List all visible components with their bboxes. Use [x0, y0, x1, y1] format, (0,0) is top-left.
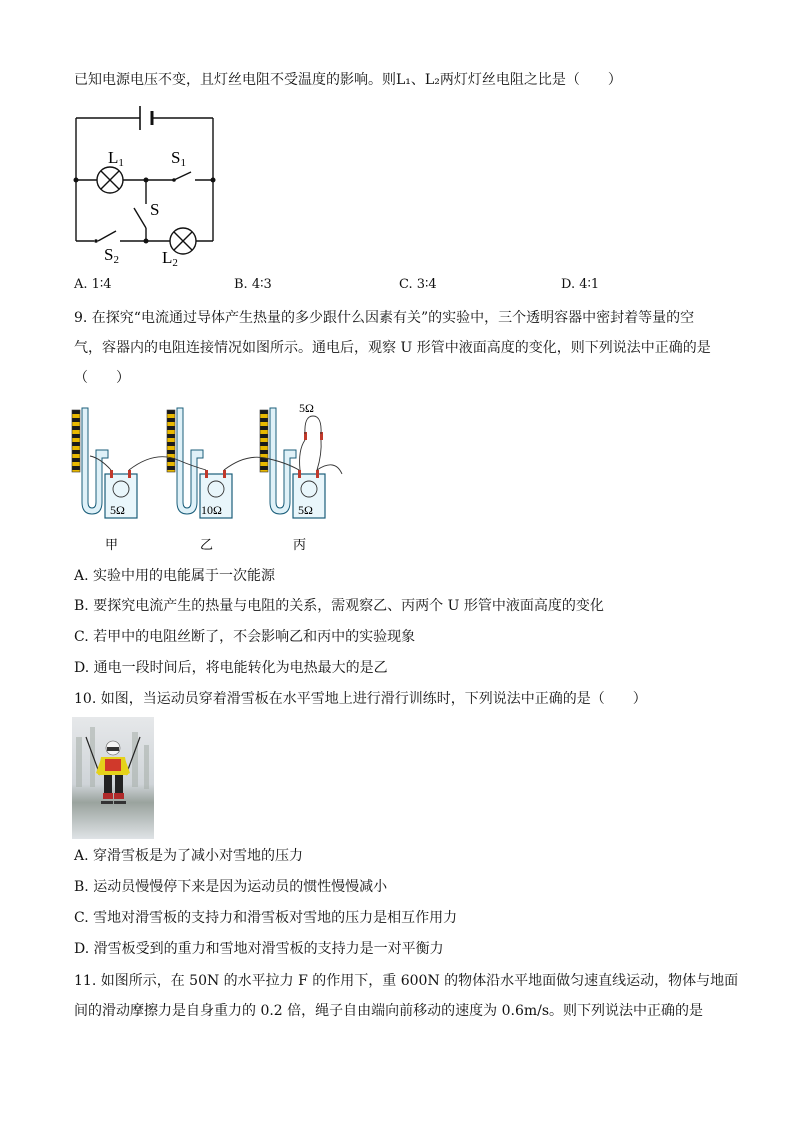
resistor-yi-label: 10Ω: [201, 503, 222, 517]
q9-stem-line3: （ ）: [74, 370, 130, 386]
scale-jia: [72, 410, 80, 472]
skier-photo: [72, 717, 154, 839]
q8-stem: 已知电源电压不变，且灯丝电阻不受温度的影响。则L₁、L₂两灯灯丝电阻之比是（ ）: [74, 72, 622, 88]
label-s1: S1: [171, 148, 186, 169]
q8-option-c[interactable]: C. 3∶4: [399, 277, 437, 292]
q9-option-a[interactable]: A. 实验中用的电能属于一次能源: [74, 568, 276, 584]
label-yi: 乙: [200, 537, 214, 552]
label-s: S: [150, 200, 160, 219]
u-tube-bing: [270, 408, 296, 514]
q8-option-b[interactable]: B. 4∶3: [234, 277, 272, 292]
q10-option-b[interactable]: B. 运动员慢慢停下来是因为运动员的惯性慢慢减小: [74, 879, 388, 895]
q9-option-b[interactable]: B. 要探究电流产生的热量与电阻的关系，需观察乙、丙两个 U 形管中液面高度的变化: [74, 598, 604, 614]
q9-option-d[interactable]: D. 通电一段时间后，将电能转化为电热最大的是乙: [74, 660, 388, 676]
label-l1: L1: [108, 148, 124, 169]
label-bing: 丙: [293, 537, 307, 552]
q8-options: [74, 277, 674, 295]
q10-option-d[interactable]: D. 滑雪板受到的重力和雪地对滑雪板的支持力是一对平衡力: [74, 941, 444, 957]
resistor-jia-label: 5Ω: [110, 503, 125, 517]
u-tube-jia: [82, 408, 108, 514]
q11-stem-line1: 11. 如图所示，在 50N 的水平拉力 F 的作用下，重 600N 的物体沿水平地面做匀速直线运动，物体与地面: [74, 973, 739, 989]
resistor-parallel-label: 5Ω: [299, 401, 314, 415]
q9-stem-line1: 9. 在探究“电流通过导体产生热量的多少跟什么因素有关”的实验中，三个透明容器中密封着等量的空: [74, 310, 695, 326]
q8-option-d[interactable]: D. 4∶1: [561, 277, 600, 292]
circuit-diagram: [60, 100, 240, 275]
q9-stem-line2: 气，容器内的电阻连接情况如图所示。通电后，观察 U 形管中液面高度的变化，则下列说法中正确的是: [74, 340, 711, 356]
q11-stem-line2: 间的滑动摩擦力是自身重力的 0.2 倍，绳子自由端向前移动的速度为 0.6m/s。则下列说法中正确的是: [74, 1003, 704, 1019]
q10-stem: 10. 如图，当运动员穿着滑雪板在水平雪地上进行滑行训练时，下列说法中正确的是（ ）: [74, 691, 647, 707]
q10-option-a[interactable]: A. 穿滑雪板是为了减小对雪地的压力: [74, 848, 304, 864]
label-s2: S2: [104, 245, 119, 266]
scale-bing: [260, 410, 268, 472]
q9-option-c[interactable]: C. 若甲中的电阻丝断了，不会影响乙和丙中的实验现象: [74, 629, 416, 645]
joule-heating-figure: [60, 398, 350, 558]
label-jia: 甲: [105, 537, 119, 552]
scale-yi: [167, 410, 175, 472]
resistor-bing-label: 5Ω: [298, 503, 313, 517]
q8-option-a[interactable]: A. 1∶4: [74, 277, 112, 292]
label-l2: L2: [162, 248, 178, 269]
q10-option-c[interactable]: C. 雪地对滑雪板的支持力和滑雪板对雪地的压力是相互作用力: [74, 910, 458, 926]
